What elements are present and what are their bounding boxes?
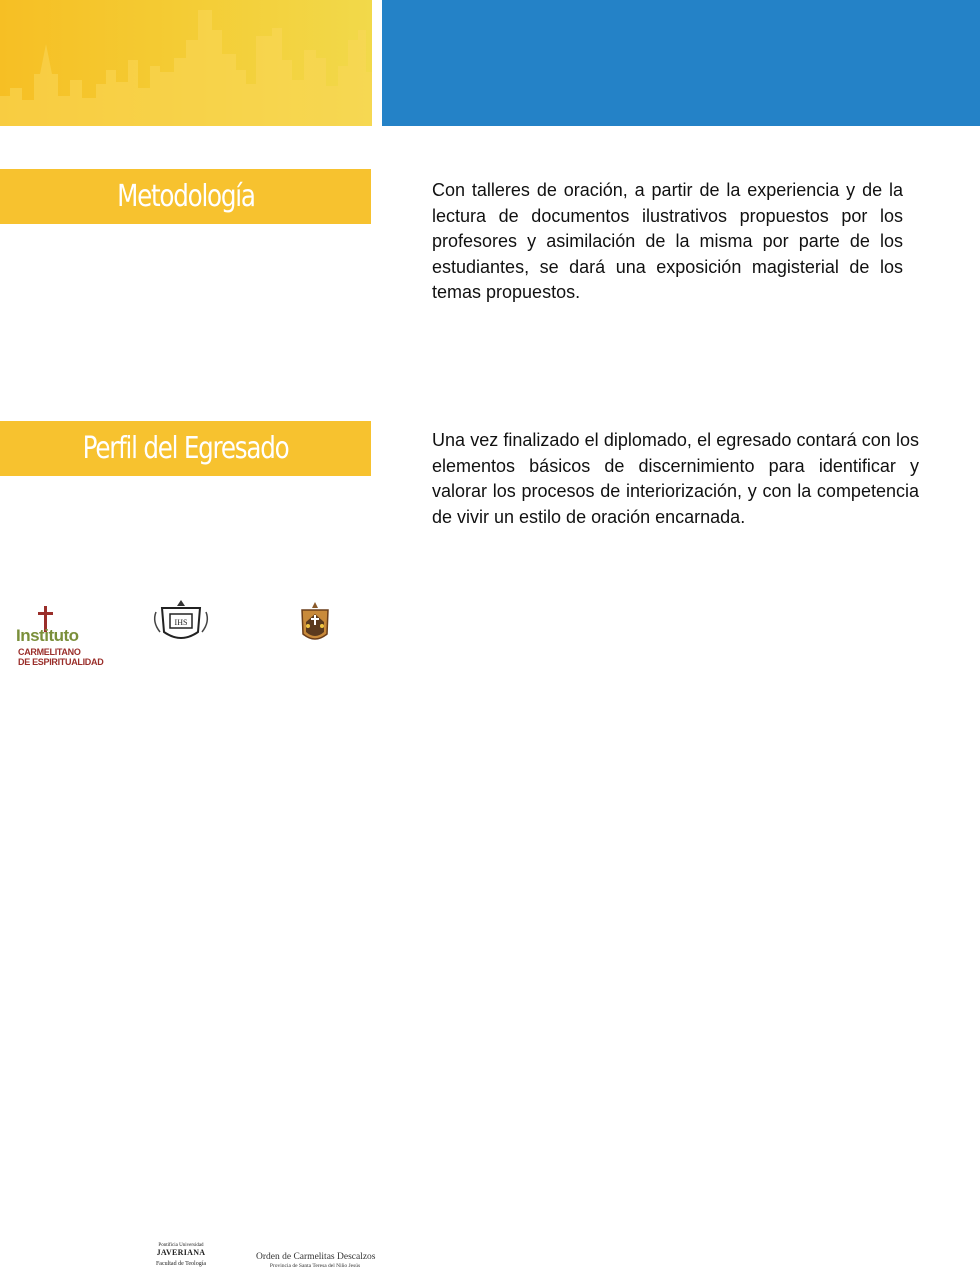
- section-heading: Metodología: [116, 179, 255, 214]
- instituto-line-2: DE ESPIRITUALIDAD: [18, 657, 104, 667]
- section-heading-banner: [0, 169, 371, 224]
- header-skyline-banner: [0, 0, 372, 126]
- svg-text:IHS: IHS: [174, 618, 188, 627]
- section-heading-banner: [0, 421, 371, 476]
- javeriana-name: JAVERIANA: [156, 1248, 206, 1257]
- carmelite-shield-icon: [256, 600, 374, 650]
- carmelitas-logo: [256, 600, 376, 1269]
- instituto-word: Instituto: [16, 626, 79, 645]
- carmelitas-province: Provincia de Santa Teresa del Niño Jesús: [269, 1263, 361, 1269]
- city-skyline-icon: [0, 0, 372, 126]
- header-blue-panel: [382, 0, 980, 126]
- section-body: Con talleres de oración, a partir de la experiencia y de la lectura de documentos ilustrativos propuestos por los profesores y asimilación de la misma por parte de los estudiantes, se dará una exposición magisterial de los temas propuestos.: [432, 180, 903, 302]
- javeriana-logo: [150, 598, 212, 1267]
- carmelitas-order: Orden de Carmelitas Descalzos: [256, 1252, 376, 1262]
- javeriana-pontificia: Pontificia Universidad: [158, 1243, 204, 1248]
- crest-icon: [150, 598, 212, 644]
- javeriana-faculty: Facultad de Teología: [155, 1261, 207, 1267]
- instituto-line-1: CARMELITANO: [18, 647, 81, 657]
- section-body: Una vez finalizado el diplomado, el egresado contará con los elementos básicos de discernimiento para identificar y valorar los procesos de interiorización, y con la competencia de vivir un estilo de oración encarnada.: [432, 430, 919, 527]
- section-heading: Perfil del Egresado: [82, 431, 289, 466]
- instituto-carmelitano-logo: [16, 604, 102, 674]
